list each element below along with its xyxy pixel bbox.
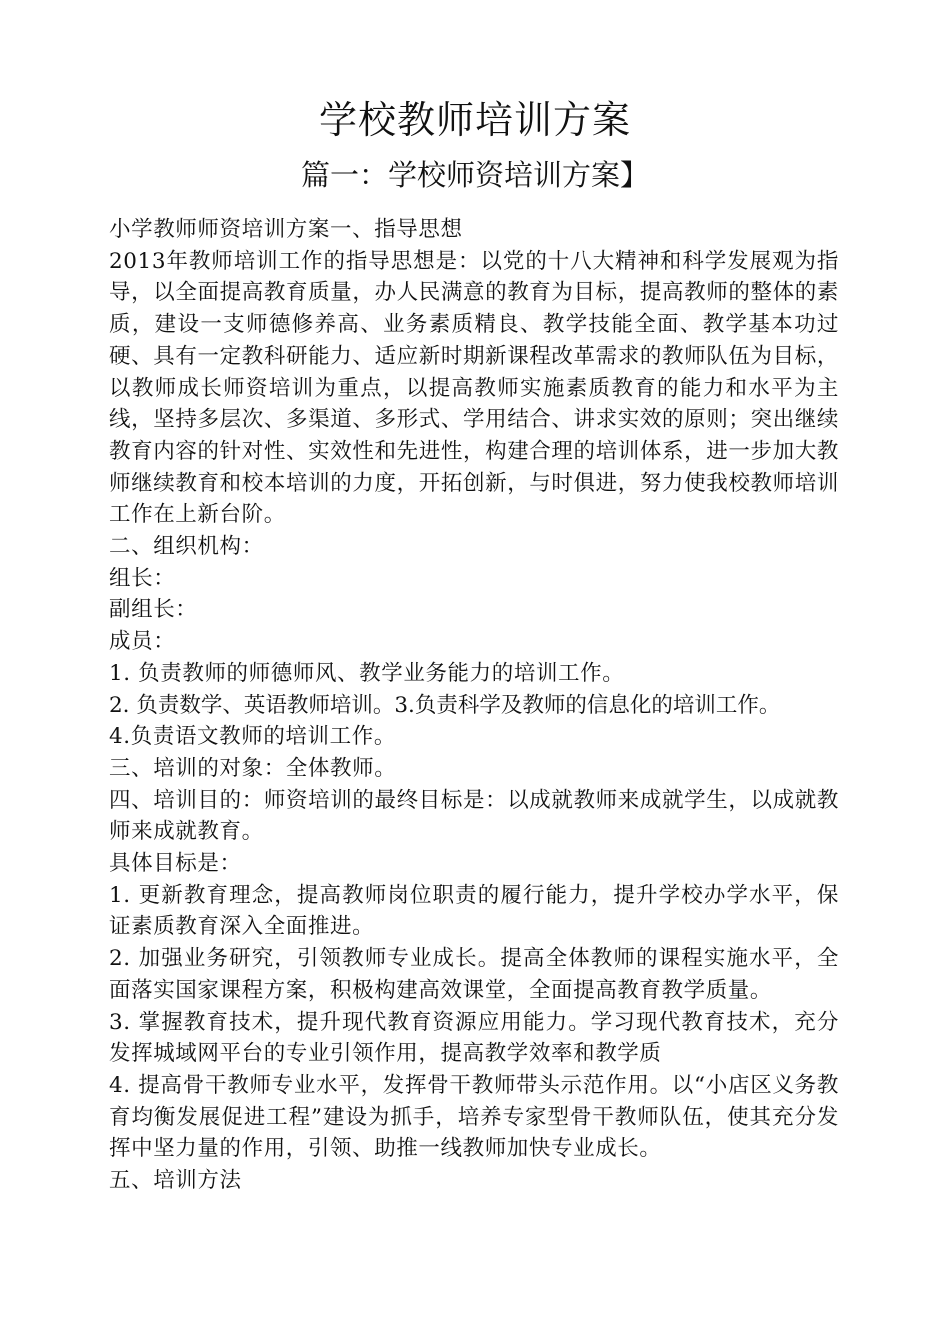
paragraph-duty-1: 1. 负责教师的师德师风、教学业务能力的培训工作。 bbox=[109, 660, 625, 686]
paragraph-goal-2: 2. 加强业务研究，引领教师专业成长。提高全体教师的课程实施水平，全面落实国家课程方案，积极构建高效课堂，全面提高教育教学质量。 bbox=[109, 946, 839, 1003]
paragraph-training-purpose: 四、培训目的：师资培训的最终目标是：以成就教师来成就学生，以成就教师来成就教育。 bbox=[109, 787, 839, 845]
paragraph-goal-4: 4. 提高骨干教师专业水平，发挥骨干教师带头示范作用。以“小店区义务教育均衡发展促进工程”建设为抓手，培养专家型骨干教师队伍，使其充分发挥中坚力量的作用，引领、助推一线教师加快专业成长。 bbox=[109, 1072, 839, 1162]
paragraph-deputy-leader: 副组长： bbox=[109, 597, 198, 623]
paragraph-guiding-thought: 2013年教师培训工作的指导思想是：以党的十八大精神和科学发展观为指导，以全面提高教育质量，办人民满意的教育为目标，提高教师的整体的素质，建设一支师德修养高、业务素质精良、教学技能全面、教学基本功过硬、具有一定教科研能力、适应新时期新课程改革需求的教师队伍为目标，以教师成长师资培训为重点，以提高教师实施素质教育的能力和水平为主线，坚持多层次、多渠道、多形式、学用结合、讲求实效的原则；突出继续教育内容的针对性、实效性和先进性，构建合理的培训体系，进一步加大教师继续教育和校本培训的力度，开拓创新，与时俱进，努力使我校教师培训工作在上新台阶。 bbox=[109, 248, 839, 528]
document-title: 学校教师培训方案 bbox=[318, 98, 631, 142]
paragraph-specific-goals-heading: 具体目标是： bbox=[109, 851, 242, 877]
paragraph-duty-2-3: 2. 负责数学、英语教师培训。3.负责科学及教师的信息化的培训工作。 bbox=[109, 692, 781, 718]
document-subtitle: 篇一：学校师资培训方案】 bbox=[300, 158, 649, 192]
paragraph-goal-1: 1. 更新教育理念，提高教师岗位职责的履行能力，提升学校办学水平，保证素质教育深入全面推进。 bbox=[109, 882, 839, 940]
paragraph-leader: 组长： bbox=[109, 565, 176, 591]
paragraph-goal-3: 3. 掌握教育技术，提升现代教育资源应用能力。学习现代教育技术，充分发挥城域网平台的专业引领作用，提高教学效率和教学质 bbox=[109, 1009, 839, 1067]
paragraph-members: 成员： bbox=[109, 629, 176, 655]
paragraph-guiding-heading: 小学教师师资培训方案一、指导思想 bbox=[109, 217, 463, 242]
paragraph-target-audience: 三、培训的对象：全体教师。 bbox=[109, 755, 397, 781]
paragraph-organization-heading: 二、组织机构： bbox=[109, 534, 264, 560]
paragraph-methods-heading: 五、培训方法 bbox=[109, 1168, 242, 1194]
document-body bbox=[109, 214, 839, 1197]
paragraph-duty-4: 4.负责语文教师的培训工作。 bbox=[109, 724, 396, 750]
